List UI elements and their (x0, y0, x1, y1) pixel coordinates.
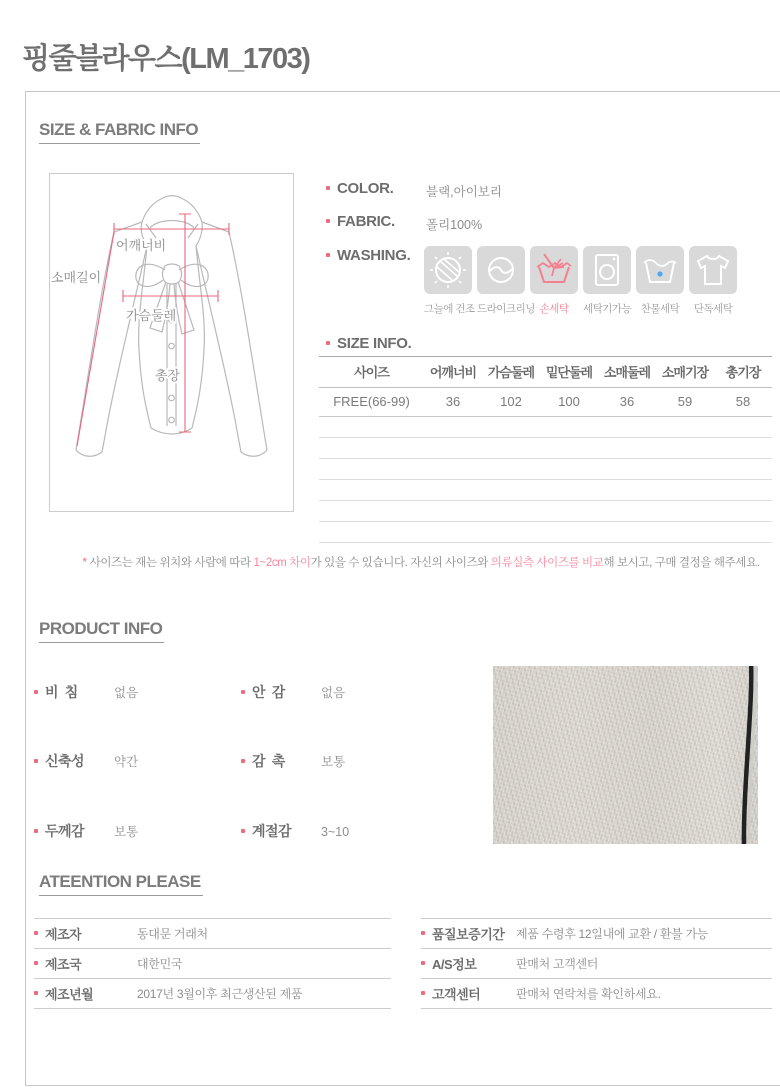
table-row (421, 918, 772, 948)
row-label: A/S정보 (432, 957, 477, 972)
fabric-row (326, 213, 483, 232)
bullet-icon (326, 253, 330, 257)
bullet-icon (326, 219, 330, 223)
col-header: 가슴둘레 (482, 357, 540, 388)
service-table (421, 918, 772, 1009)
empty-row (319, 480, 772, 501)
table-row (34, 948, 391, 978)
col-header: 사이즈 (319, 357, 424, 388)
wash-label: 드라이크리닝 (477, 303, 535, 315)
bullet-icon (34, 991, 38, 995)
field-sheerness (34, 682, 138, 702)
row-label: 제조국 (45, 957, 82, 972)
bullet-icon (326, 341, 330, 345)
bullet-icon (34, 961, 38, 965)
color-row (326, 180, 502, 199)
table-row (421, 978, 772, 1008)
color-label: COLOR. (337, 180, 394, 197)
size-cell: 58 (714, 388, 772, 417)
wash-cell-shade-dry (424, 246, 475, 316)
separate-wash-icon (689, 246, 737, 294)
fabric-value: 폴리100% (426, 218, 483, 232)
field-label: 신축성 (45, 753, 85, 769)
fabric-piping-line (493, 666, 758, 844)
hand-wash-icon (530, 246, 578, 294)
size-info-row (326, 335, 412, 353)
bullet-icon (241, 690, 245, 694)
row-label: 품질보증기간 (432, 927, 505, 942)
row-value: 제품 수령후 12일내에 교환 / 환불 가능 (516, 927, 709, 941)
bullet-icon (421, 991, 425, 995)
size-cell: FREE(66-99) (319, 388, 424, 417)
field-elasticity (34, 751, 138, 771)
col-header: 밑단둘레 (540, 357, 598, 388)
washing-label: WASHING. (337, 247, 411, 264)
size-table (319, 356, 772, 543)
wash-cell-dry-clean (477, 246, 535, 316)
empty-row (319, 522, 772, 543)
size-table-row (319, 388, 772, 417)
row-label: 고객센터 (432, 987, 481, 1002)
table-row (34, 978, 391, 1008)
machine-wash-icon (583, 246, 631, 294)
wash-cell-hand-wash (530, 246, 578, 316)
note-text: 가 있을 수 있습니다. 자신의 사이즈와 (310, 557, 491, 569)
wash-cell-machine-wash (583, 246, 631, 316)
field-label: 비 침 (45, 684, 78, 700)
measurement-diagram (49, 173, 294, 512)
field-value: 약간 (114, 755, 139, 769)
bullet-icon (34, 690, 38, 694)
field-value: 없음 (321, 686, 346, 700)
wash-label: 그늘에 건조 (424, 303, 475, 315)
cold-water-dot (657, 271, 662, 276)
attention-heading: ATEENTION PLEASE (39, 872, 203, 896)
size-cell: 59 (656, 388, 714, 417)
note-highlight: 의류실측 사이즈를 비교 (490, 557, 604, 569)
field-label: 두께감 (45, 823, 85, 839)
washing-icons (424, 246, 737, 316)
wash-cell-cold-water (636, 246, 684, 316)
bullet-icon (326, 186, 330, 190)
col-header: 소매기장 (656, 357, 714, 388)
wash-label: 손세탁 (539, 303, 569, 315)
bullet-icon (34, 759, 38, 763)
fabric-detail-photo (493, 666, 758, 844)
note-highlight: 1~2cm 차이 (253, 557, 311, 569)
size-table-header (319, 357, 772, 388)
row-value: 판매처 연락처를 확인하세요. (516, 987, 661, 1001)
color-value: 블랙,아이보리 (426, 185, 502, 199)
row-label: 제조자 (45, 927, 82, 942)
bullet-icon (241, 829, 245, 833)
content-box (25, 91, 780, 1086)
bullet-icon (34, 931, 38, 935)
bullet-icon (421, 961, 425, 965)
total-length-label: 총장 (155, 368, 181, 383)
shade-dry-icon (424, 246, 472, 294)
manufacturer-table (34, 918, 391, 1009)
note-text: 사이즈는 재는 위치와 사람에 따라 (89, 557, 254, 569)
field-value: 3~10 (321, 825, 350, 839)
wash-cell-separate-wash (689, 246, 737, 316)
note-text: 해 보시고, 구매 결정을 해주세요. (603, 557, 760, 569)
bullet-icon (421, 931, 425, 935)
wash-label: 찬물세탁 (640, 303, 680, 315)
size-cell: 36 (598, 388, 656, 417)
wash-label: 단독세탁 (693, 303, 733, 315)
col-header: 총기장 (714, 357, 772, 388)
table-row (34, 918, 391, 948)
shoulder-width-label: 어깨너비 (116, 238, 167, 253)
row-value: 2017년 3월이후 최근생산된 제품 (137, 987, 303, 1001)
row-label: 제조년월 (45, 987, 94, 1002)
dry-clean-icon (477, 246, 525, 294)
empty-row (319, 438, 772, 459)
size-note (66, 554, 776, 570)
field-season (241, 821, 349, 841)
field-thickness (34, 821, 138, 841)
field-value: 없음 (114, 686, 139, 700)
field-value: 보통 (114, 825, 139, 839)
empty-row (319, 459, 772, 480)
empty-row (319, 501, 772, 522)
size-cell: 36 (424, 388, 482, 417)
cold-water-icon (636, 246, 684, 294)
product-info-heading: PRODUCT INFO (39, 619, 164, 643)
field-texture (241, 751, 345, 771)
table-row (421, 948, 772, 978)
field-label: 안 감 (252, 684, 285, 700)
size-cell: 100 (540, 388, 598, 417)
col-header: 소매둘레 (598, 357, 656, 388)
row-value: 판매처 고객센터 (516, 957, 599, 971)
field-value: 보통 (321, 755, 346, 769)
size-info-label: SIZE INFO. (337, 335, 412, 352)
size-fabric-heading: SIZE & FABRIC INFO (39, 120, 200, 144)
page-title: 핑줄블라우스(LM_1703) (22, 43, 310, 75)
row-value: 대한민국 (137, 957, 183, 971)
chest-label: 가슴둘레 (126, 308, 177, 323)
field-label: 계절감 (252, 823, 292, 839)
col-header: 어깨너비 (424, 357, 482, 388)
size-cell: 102 (482, 388, 540, 417)
field-label: 감 촉 (252, 753, 285, 769)
fabric-label: FABRIC. (337, 213, 395, 230)
bullet-icon (241, 759, 245, 763)
wash-label: 세탁기가능 (583, 303, 632, 315)
sleeve-length-label: 소매길이 (51, 270, 102, 285)
washing-row (326, 247, 410, 265)
row-value: 동대문 거래처 (137, 927, 208, 941)
bullet-icon (34, 829, 38, 833)
note-asterisk: * (82, 557, 87, 569)
field-lining (241, 682, 345, 702)
empty-row (319, 417, 772, 438)
blouse-diagram-illustration (50, 174, 293, 511)
